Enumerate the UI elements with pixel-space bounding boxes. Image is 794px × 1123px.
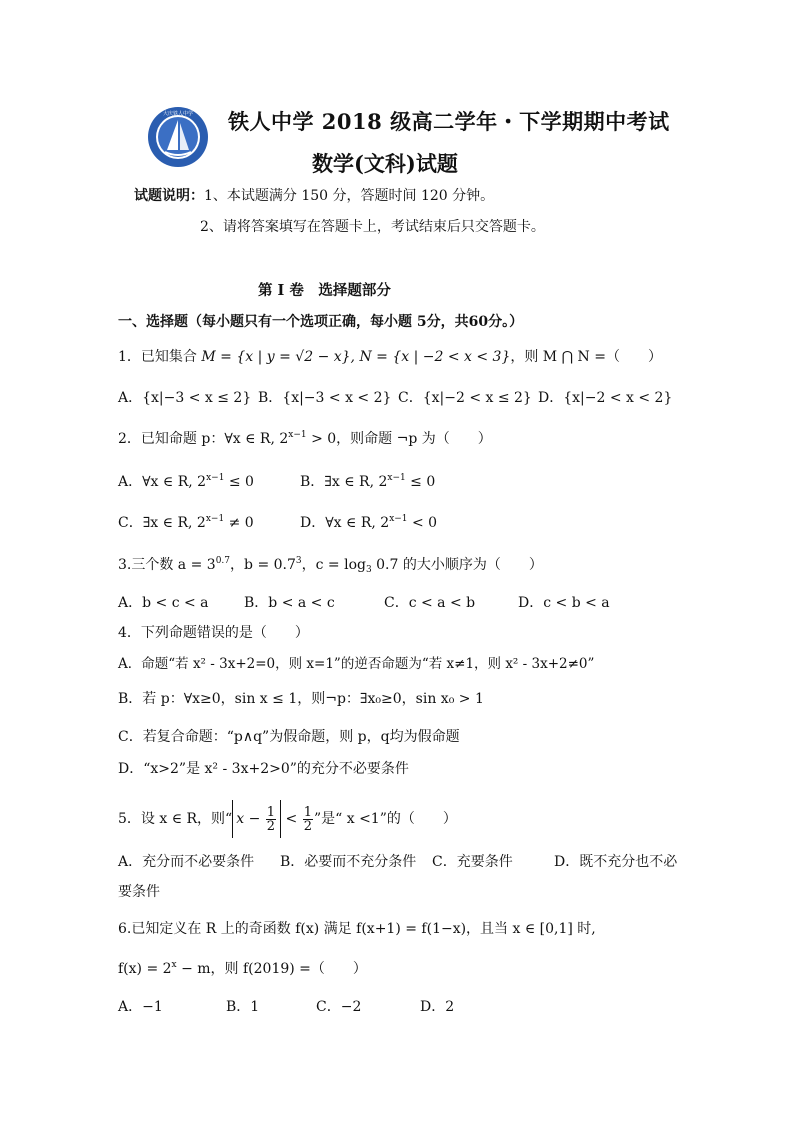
q6-option-c: C．−2: [316, 999, 362, 1015]
q1-option-a: A．{x|−3 < x ≤ 2}: [118, 390, 252, 406]
q5-frac-1: $\frac{1}{2}$: [266, 804, 276, 834]
q6-option-d: D．2: [420, 999, 455, 1015]
q2-d-text: D．∀x ∈ R, 2: [300, 515, 390, 531]
exam-subtitle: 数学(文科)试题: [312, 151, 458, 176]
q2-stem-end: > 0，则命题 ¬p 为（ ）: [306, 431, 492, 447]
exam-title: 铁人中学 2018 级高二学年・下学期期中考试: [228, 109, 670, 134]
section-heading: 一、选择题（每小题只有一个选项正确，每小题 5分，共60分。）: [118, 314, 524, 330]
instructions-1: [134, 187, 494, 205]
q6-option-a: A．−1: [118, 999, 163, 1015]
q5-stem-a: 5．设 x ∈ R，则“: [118, 811, 233, 827]
q3-sub1: 3: [365, 565, 372, 575]
q2-stem: 2．已知命题 p：∀x ∈ R, 2: [118, 431, 289, 447]
q3-option-b: B．b < a < c: [244, 595, 335, 611]
q1-option-d: D．{x|−2 < x < 2}: [538, 390, 673, 406]
q5-option-d-continued: 要条件: [118, 884, 160, 900]
instruction-item-2: 2、请将答案填写在答题卡上，考试结束后只交答题卡。: [200, 219, 545, 235]
q3-stem-c: ，c = log: [301, 557, 366, 573]
school-logo: [147, 106, 209, 168]
q5-option-d: D．既不充分也不必: [554, 854, 678, 870]
q2-c-sup: x−1: [205, 514, 225, 524]
q4-option-c: C．若复合命题：“p∧q”为假命题，则 p，q均为假命题: [118, 729, 460, 745]
q2-c-text: C．∃x ∈ R, 2: [118, 515, 206, 531]
q3-stem-d: 0.7 的大小顺序为（ ）: [371, 557, 543, 573]
question-3-stem: [118, 556, 543, 574]
q3-sup2: 3: [295, 556, 302, 566]
q6-stem2-sup: x: [171, 960, 177, 970]
q2-d-end: < 0: [407, 515, 438, 531]
logo-text: 大庆铁人中学: [162, 111, 194, 117]
question-2-stem: [118, 430, 492, 448]
q2-option-a: [118, 473, 254, 491]
question-5-stem: 5．设 x ∈ R，则“ x − $\frac{1}{2}$ < $\frac{1}{2}$ ”是“ x <1”的（ ）: [118, 800, 457, 838]
q3-stem-a: 3.三个数 a = 3: [118, 557, 216, 573]
q6-stem2-b: − m，则 f(2019) =（ ）: [176, 961, 367, 977]
q2-option-b: [300, 473, 435, 491]
q2-a-text: A．∀x ∈ R, 2: [118, 474, 207, 490]
q6-stem2-a: f(x) = 2: [118, 961, 172, 977]
question-1-stem: [118, 348, 662, 366]
q3-option-c: C．c < a < b: [384, 595, 476, 611]
q5-stem-b: ”是“ x <1”的（ ）: [313, 811, 457, 827]
q5-option-c: C．充要条件: [432, 854, 513, 870]
question-4-stem: 4．下列命题错误的是（ ）: [118, 625, 309, 641]
q2-c-end: ≠ 0: [224, 515, 254, 531]
instructions-label: 试题说明：: [134, 188, 204, 204]
q1-stem-b: M = {x | y = √2 − x}, N = {x | −2 < x < 3}: [201, 349, 511, 365]
q2-stem-sup: x−1: [288, 430, 307, 440]
q1-stem-c: ，则 M ⋂ N =（ ）: [510, 349, 662, 365]
q5-option-b: B．必要而不充分条件: [280, 854, 417, 870]
q5-frac-2: $\frac{1}{2}$: [303, 804, 312, 834]
q2-d-sup: x−1: [389, 514, 408, 524]
q1-stem-a: 1．已知集合: [118, 349, 202, 365]
q3-option-d: D．c < b < a: [518, 595, 610, 611]
q4-option-b: B．若 p：∀x≥0，sin x ≤ 1，则¬p：∃x₀≥0，sin x₀ > 1: [118, 691, 484, 707]
q3-option-a: A．b < c < a: [118, 595, 209, 611]
q2-b-text: B．∃x ∈ R, 2: [300, 474, 388, 490]
q3-sup1: 0.7: [215, 556, 231, 566]
q5-abs-expression: x − $\frac{1}{2}$: [232, 800, 281, 838]
q4-option-d: D．“x>2”是 x² - 3x+2>0”的充分不必要条件: [118, 761, 409, 777]
q2-option-d: [300, 514, 437, 532]
q1-option-c: C．{x|−2 < x ≤ 2}: [398, 390, 532, 406]
instruction-item-1: 1、本试题满分 150 分，答题时间 120 分钟。: [204, 188, 495, 204]
section-title: 第 I 卷 选择题部分: [258, 282, 391, 299]
q6-option-b: B．1: [226, 999, 260, 1015]
question-6-stem: 6.已知定义在 R 上的奇函数 f(x) 满足 f(x+1) = f(1−x)，且当 x ∈ [0,1] 时,: [118, 921, 596, 937]
q2-a-sup: x−1: [206, 473, 225, 483]
question-6-stem-2: [118, 960, 367, 978]
q2-b-sup: x−1: [387, 473, 406, 483]
q2-a-end: ≤ 0: [224, 474, 254, 490]
q2-option-c: [118, 514, 254, 532]
q1-option-b: B．{x|−3 < x < 2}: [258, 390, 392, 406]
q4-option-a: A．命题“若 x² - 3x+2=0，则 x=1”的逆否命题为“若 x≠1，则 x² - 3x+2≠0”: [118, 656, 595, 672]
q2-b-end: ≤ 0: [405, 474, 436, 490]
q3-stem-b: ，b = 0.7: [230, 557, 296, 573]
q5-option-a: A．充分而不必要条件: [118, 854, 255, 870]
